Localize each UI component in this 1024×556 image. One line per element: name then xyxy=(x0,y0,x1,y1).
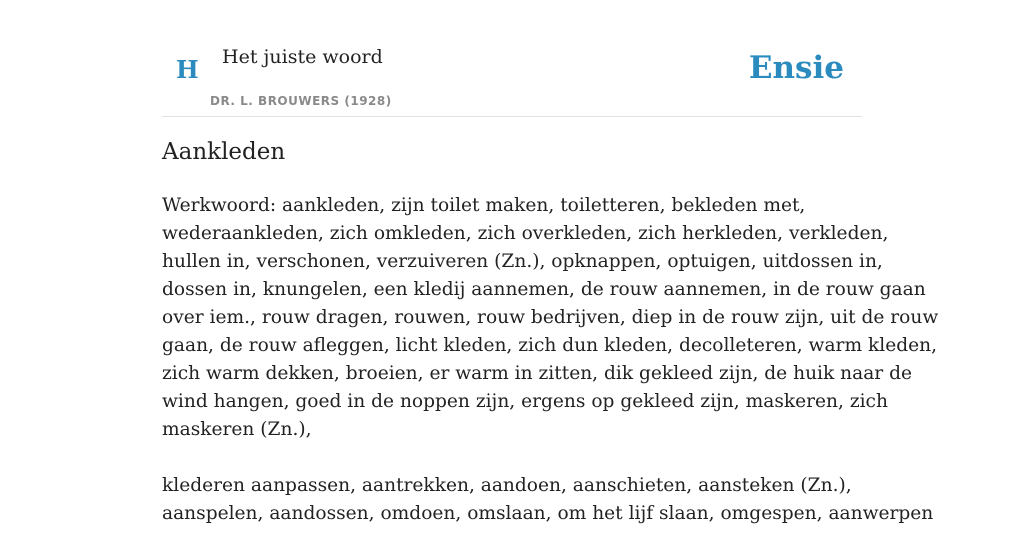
text-line: dossen in, knungelen, een kledij aannemen, de rouw aannemen, in de rouw gaan xyxy=(162,279,926,300)
book-title-link[interactable]: Het juiste woord xyxy=(222,46,383,68)
text-line: gaan, de rouw afleggen, licht kleden, zich dun kleden, decolleteren, warm kleden, xyxy=(162,335,937,356)
paragraph-1 xyxy=(162,192,939,444)
book-logo-letter[interactable]: H xyxy=(176,55,199,84)
text-line: Werkwoord: aankleden, zijn toilet maken, toiletteren, bekleden met, xyxy=(162,195,806,216)
text-line: wind hangen, goed in de noppen zijn, ergens op gekleed zijn, maskeren, zich xyxy=(162,391,888,412)
header xyxy=(162,0,862,117)
text-line: wederaankleden, zich omkleden, zich overkleden, zich herkleden, verkleden, xyxy=(162,223,889,244)
text-line: zich warm dekken, broeien, er warm in zitten, dik gekleed zijn, de huik naar de xyxy=(162,363,913,384)
text-line: maskeren (Zn.), xyxy=(162,419,312,440)
article-heading: Aankleden xyxy=(162,139,286,165)
text-line: over iem., rouw dragen, rouwen, rouw bedrijven, diep in de rouw zijn, uit de rouw xyxy=(162,307,939,328)
text-line: hullen in, verschonen, verzuiveren (Zn.), opknappen, optuigen, uitdossen in, xyxy=(162,251,883,272)
book-author: DR. L. BROUWERS (1928) xyxy=(210,94,392,108)
brand-logo[interactable]: Ensie xyxy=(748,50,844,86)
article-body xyxy=(162,192,939,556)
text-line: aanspelen, aandossen, omdoen, omslaan, om het lijf slaan, omgespen, aanwerpen xyxy=(162,503,934,524)
text-line: klederen aanpassen, aantrekken, aandoen, aanschieten, aansteken (Zn.), xyxy=(162,475,852,496)
paragraph-2 xyxy=(162,472,934,528)
